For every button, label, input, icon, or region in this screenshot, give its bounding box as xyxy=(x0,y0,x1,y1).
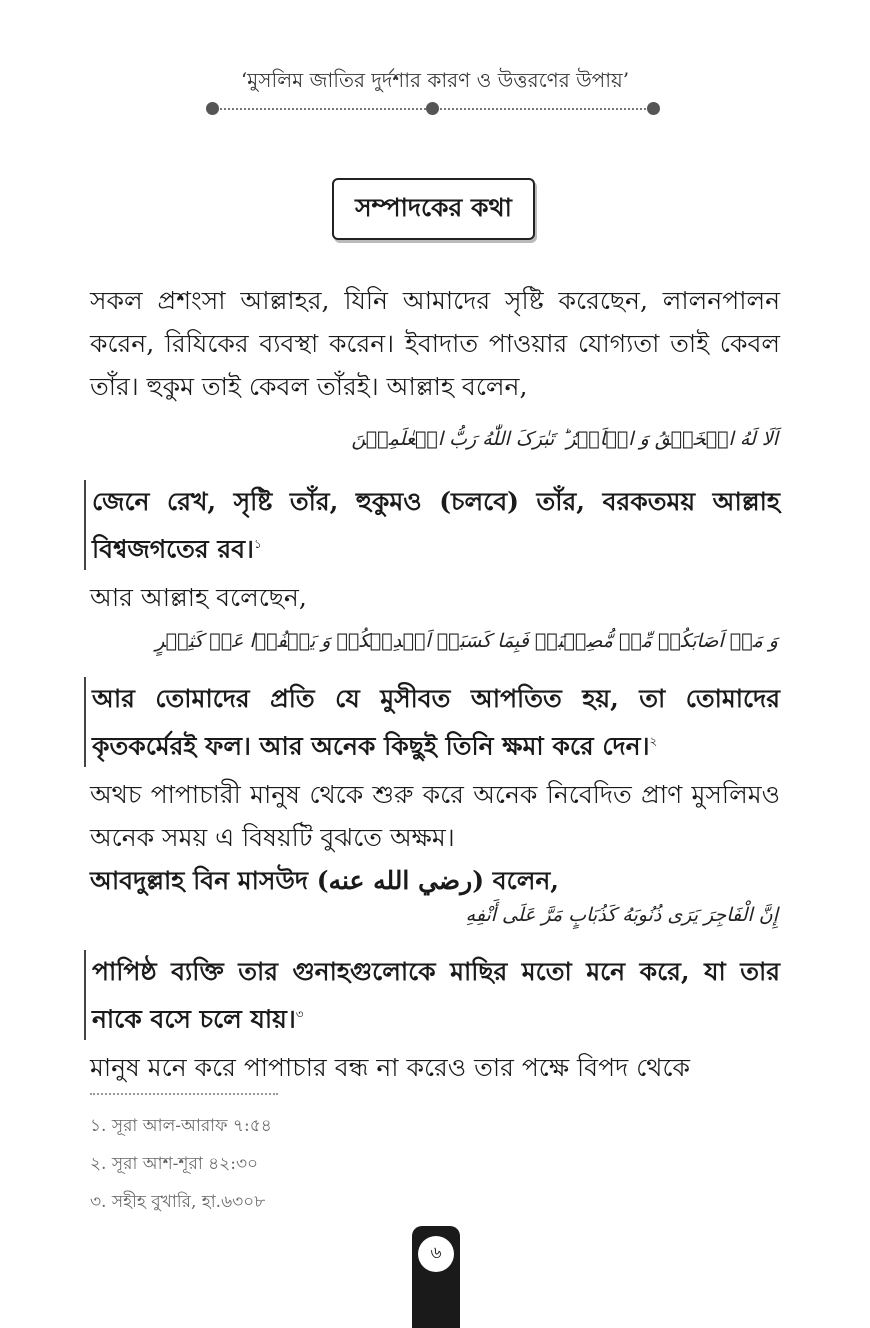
footnote-divider xyxy=(90,1093,278,1095)
arabic-hadith: إِنَّ الْفَاجِرَ يَرَى ذُنُوبَهُ كَذُبَابٍ مَرَّ عَلَى أَنْفِهِ xyxy=(465,904,778,926)
quote-text-3: পাপিষ্ঠ ব্যক্তি তার গুনাহগুলোকে মাছির মতো মনে করে, যা তার নাকে বসে চলে যায়।$^৩$ xyxy=(92,957,780,1034)
footnote-1: ১. সূরা আল-আরাফ ৭:৫৪ xyxy=(90,1116,272,1136)
paragraph-2: আর আল্লাহ বলেছেন, xyxy=(90,583,307,612)
quote-block-3 xyxy=(84,950,780,1040)
footnote-ref-1[interactable]: ১ xyxy=(253,537,262,551)
running-header: ‘মুসলিম জাতির দুর্দশার কারণ ও উত্তরণের উপায়’ xyxy=(240,68,630,92)
footnote-2: ২. সূরা আশ-শূরা ৪২:৩০ xyxy=(90,1154,259,1174)
quote-text-1: জেনে রেখ, সৃষ্টি তাঁর, হুকুমও (চলবে) তাঁর, বরকতময় আল্লাহ বিশ্বজগতের রব।$^১$ xyxy=(92,487,780,564)
header-divider xyxy=(206,101,660,117)
paragraph-4: আবদুল্লাহ বিন মাসউদ (رضي الله عنه) বলেন, xyxy=(90,866,559,895)
section-title: সম্পাদকের কথা xyxy=(332,178,535,240)
divider-dot-left xyxy=(206,102,219,115)
footnote-ref-2[interactable]: ২ xyxy=(649,734,658,748)
paragraph-3: অথচ পাপাচারী মানুষ থেকে শুরু করে অনেক নিবেদিত প্রাণ মুসলিমও অনেক সময় এ বিষয়টি বুঝতে অক্ষম। xyxy=(90,780,780,852)
footnote-ref-3[interactable]: ৩ xyxy=(295,1007,304,1021)
divider-dot-center xyxy=(426,102,439,115)
page-number: ৬ xyxy=(418,1236,454,1272)
quote-block-1 xyxy=(84,480,780,570)
arabic-verse-1: اَلَا لَهُ الۡخَلۡقُ وَ الۡاَمۡرُ ؕ تَبٰرَکَ اللّٰهُ رَبُّ الۡعٰلَمِیۡنَ xyxy=(351,428,778,450)
divider-dot-right xyxy=(647,102,660,115)
quote-block-2 xyxy=(84,677,780,767)
footnote-3: ৩. সহীহ বুখারি, হা.৬৩০৮ xyxy=(90,1192,266,1212)
arabic-verse-2: وَ مَاۤ اَصَابَکُمۡ مِّنۡ مُّصِیۡبَۃٍ فَبِمَا کَسَبَتۡ اَیۡدِیۡکُمۡ وَ یَعۡفُوۡا عَنۡ کَثِیۡرٍ xyxy=(155,630,778,652)
paragraph-5: মানুষ মনে করে পাপাচার বন্ধ না করেও তার পক্ষে বিপদ থেকে xyxy=(90,1053,691,1082)
quote-text-2: আর তোমাদের প্রতি যে মুসীবত আপতিত হয়, তা তোমাদের কৃতকর্মেরই ফল। আর অনেক কিছুই তিনি ক্ষমা করে দেন।$^২$ xyxy=(92,684,780,761)
paragraph-intro: সকল প্রশংসা আল্লাহর, যিনি আমাদের সৃষ্টি করেছেন, লালনপালন করেন, রিযিকের ব্যবস্থা করেন। ইবাদাত পাওয়ার যোগ্যতা তাই কেবল তাঁর। হুকুম তাই কেবল তাঁরই। আল্লাহ বলেন, xyxy=(90,286,780,401)
